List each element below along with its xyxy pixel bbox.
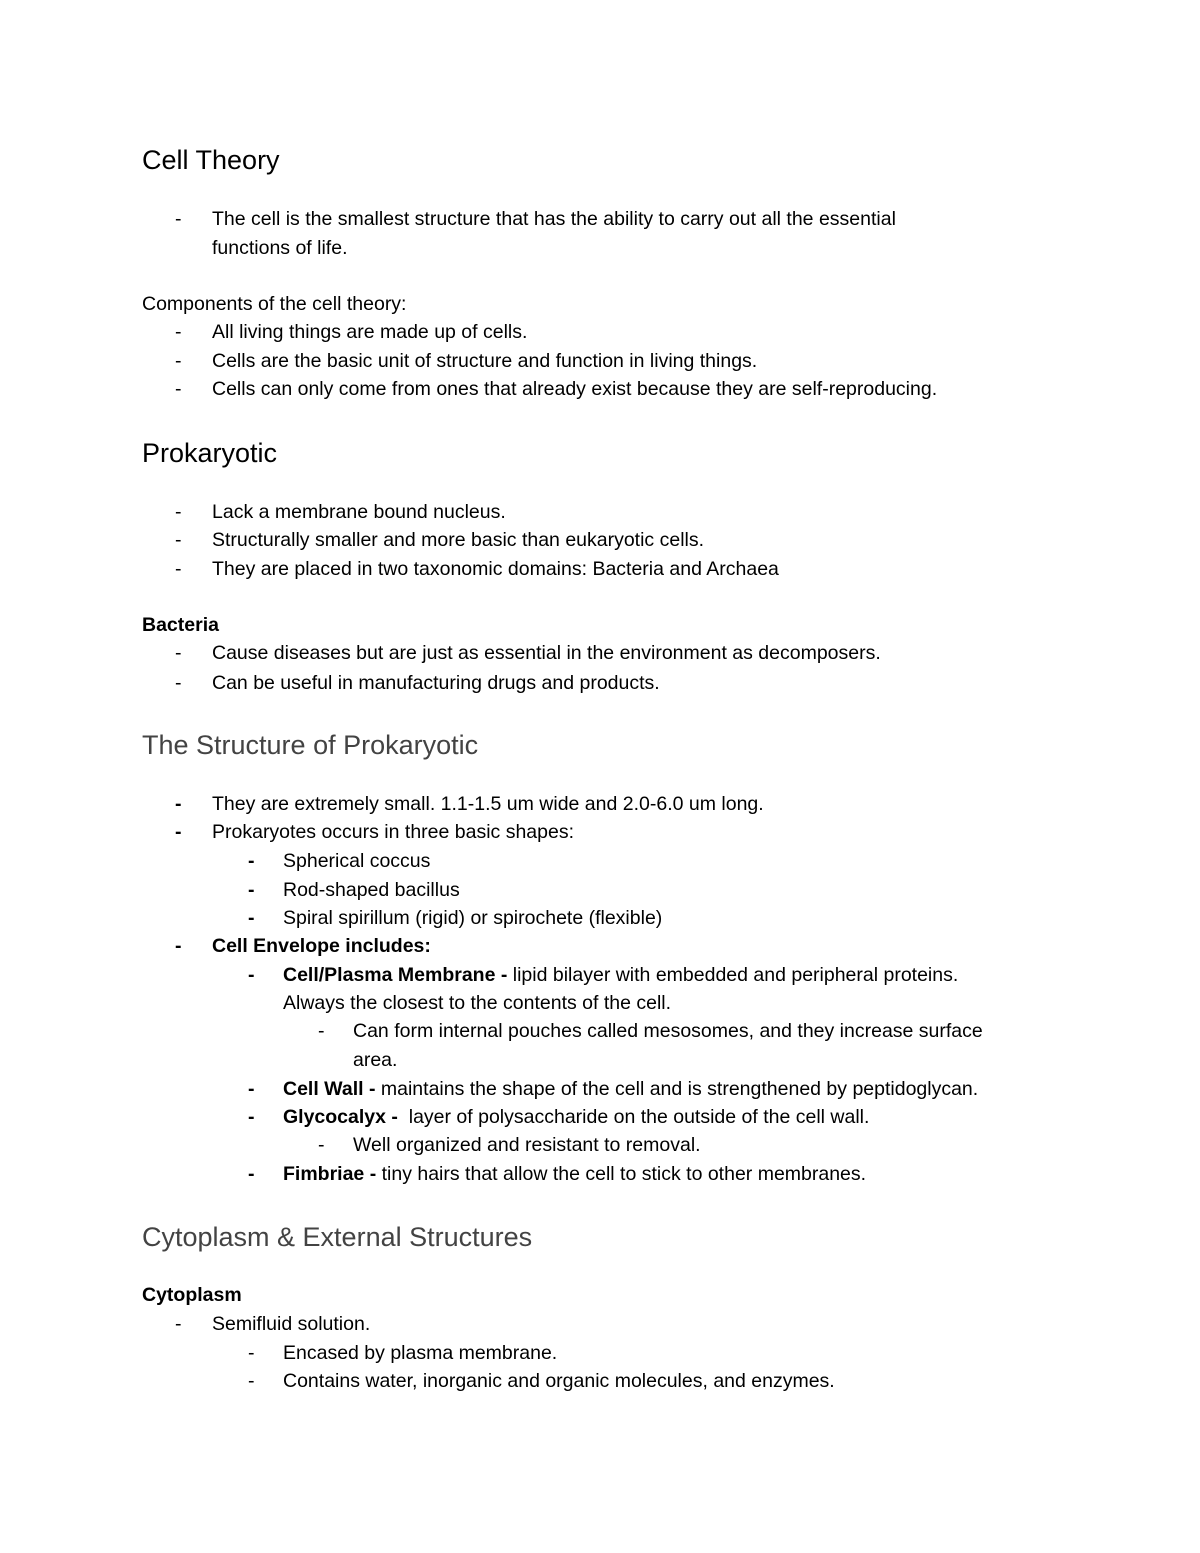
glyco-term: Glycocalyx - [283, 1106, 398, 1128]
bacteria-label: Bacteria [142, 614, 219, 636]
bullet-dash: - [248, 850, 255, 872]
components-label: Components of the cell theory: [142, 293, 407, 315]
cell-theory-definition-line1: The cell is the smallest structure that has the ability to carry out all the essential [212, 208, 896, 230]
bullet-dash: - [175, 793, 182, 815]
bullet-dash: - [175, 529, 182, 551]
bullet-dash: - [248, 1106, 255, 1128]
wall-desc: maintains the shape of the cell and is strengthened by peptidoglycan. [375, 1078, 979, 1100]
glyco-sub: Well organized and resistant to removal. [353, 1134, 701, 1156]
bullet-dash: - [248, 1078, 255, 1100]
list-item: All living things are made up of cells. [212, 321, 528, 343]
list-item: Cells are the basic unit of structure and function in living things. [212, 350, 758, 372]
bullet-dash: - [175, 642, 182, 664]
list-item: Cause diseases but are just as essential in the environment as decomposers. [212, 642, 881, 664]
fimbriae-item [283, 1165, 866, 1185]
list-item: They are placed in two taxonomic domains: Bacteria and Archaea [212, 558, 779, 580]
list-item: Encased by plasma membrane. [283, 1342, 558, 1364]
bullet-dash: - [248, 964, 255, 986]
bullet-dash: - [248, 1163, 255, 1185]
envelope-label: Cell Envelope includes: [212, 935, 431, 957]
bullet-dash: - [175, 350, 182, 372]
bullet-dash: - [175, 1313, 182, 1335]
list-item: Semifluid solution. [212, 1313, 371, 1335]
list-item: Lack a membrane bound nucleus. [212, 501, 506, 523]
bullet-dash: - [248, 907, 255, 929]
fimbriae-desc: tiny hairs that allow the cell to stick to other membranes. [376, 1163, 867, 1185]
heading-cell-theory: Cell Theory [142, 145, 280, 175]
bullet-dash: - [175, 321, 182, 343]
glyco-desc: layer of polysaccharide on the outside of the cell wall. [397, 1106, 870, 1128]
bullet-dash: - [175, 935, 182, 957]
membrane-sub-line1: Can form internal pouches called mesosomes, and they increase surface [353, 1020, 983, 1042]
wall-term: Cell Wall - [283, 1078, 376, 1100]
membrane-sub-line2: area. [353, 1049, 398, 1071]
bullet-dash: - [175, 672, 182, 694]
list-item: Cells can only come from ones that already exist because they are self-reproducing. [212, 378, 938, 400]
bullet-dash: - [175, 558, 182, 580]
list-item: Contains water, inorganic and organic molecules, and enzymes. [283, 1370, 835, 1392]
bullet-dash: - [318, 1134, 325, 1156]
membrane-desc: lipid bilayer with embedded and peripheral proteins. [507, 964, 959, 986]
cytoplasm-label: Cytoplasm [142, 1284, 242, 1306]
list-item: Structurally smaller and more basic than eukaryotic cells. [212, 529, 705, 551]
bullet-dash: - [318, 1020, 325, 1042]
heading-prokaryotic: Prokaryotic [142, 438, 278, 468]
list-item: Spiral spirillum (rigid) or spirochete (flexible) [283, 907, 663, 929]
heading-cytoplasm: Cytoplasm & External Structures [142, 1222, 533, 1252]
membrane-term: Cell/Plasma Membrane - [283, 964, 508, 986]
bullet-dash: - [175, 821, 182, 843]
bullet-dash: - [248, 1370, 255, 1392]
bullet-dash: - [248, 1342, 255, 1364]
glyco-item [283, 1108, 869, 1128]
bullet-dash: - [175, 378, 182, 400]
list-item: Can be useful in manufacturing drugs and products. [212, 672, 660, 694]
wall-item [283, 1080, 978, 1100]
bullet-dash: - [175, 501, 182, 523]
membrane-item [283, 966, 958, 986]
bullet-dash: - [175, 208, 182, 230]
list-item: They are extremely small. 1.1-1.5 um wide and 2.0-6.0 um long. [212, 793, 764, 815]
list-item: Prokaryotes occurs in three basic shapes: [212, 821, 575, 843]
heading-structure: The Structure of Prokaryotic [142, 730, 479, 760]
list-item: Spherical coccus [283, 850, 431, 872]
bullet-dash: - [248, 879, 255, 901]
cell-theory-definition-line2: functions of life. [212, 237, 348, 259]
list-item: Rod-shaped bacillus [283, 879, 460, 901]
membrane-desc-line2: Always the closest to the contents of the cell. [283, 992, 672, 1014]
fimbriae-term: Fimbriae - [283, 1163, 377, 1185]
